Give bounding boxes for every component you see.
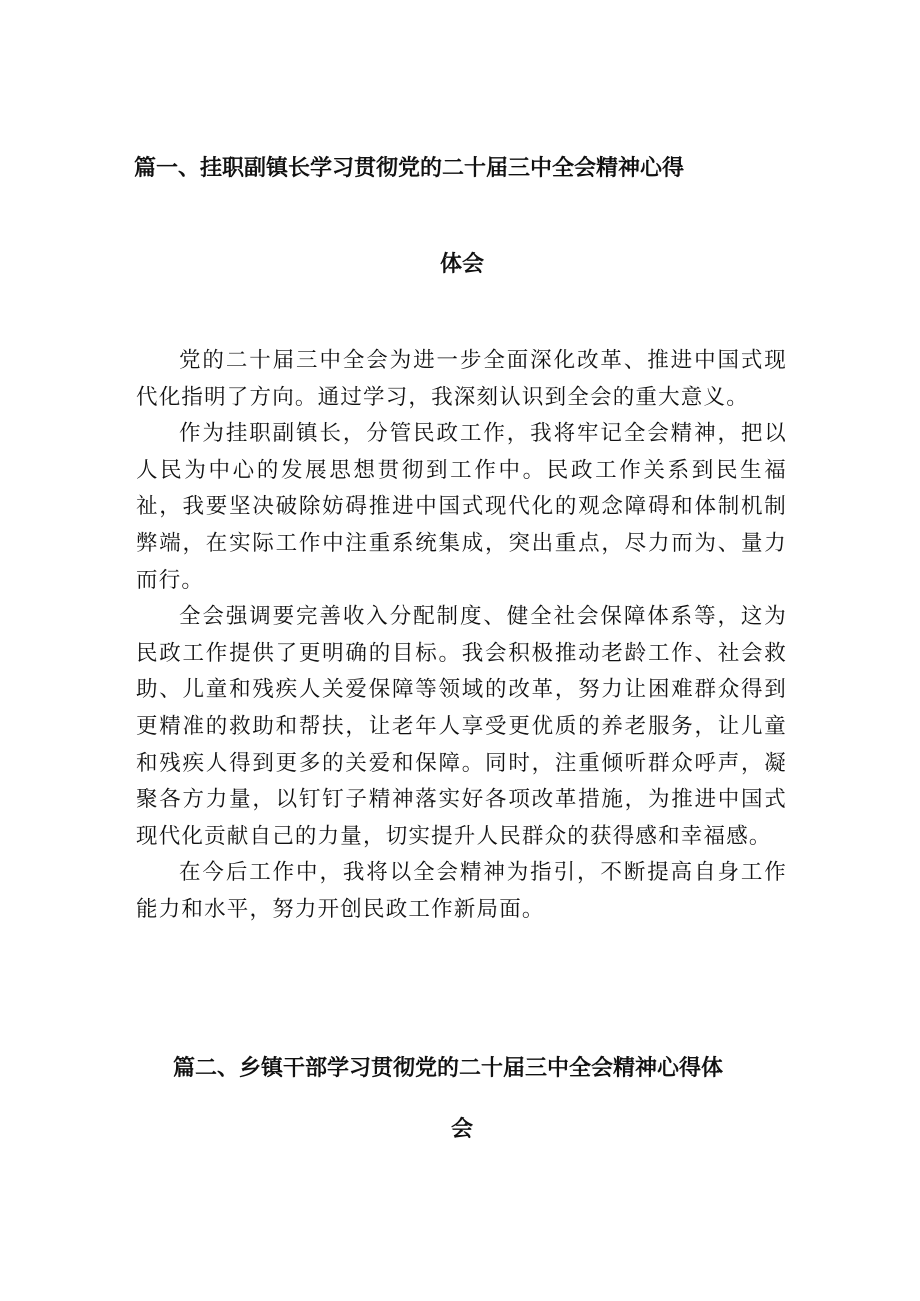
article-1-title-line-2: 体会 (439, 252, 484, 277)
article-1-paragraph-3: 全会强调要完善收入分配制度、健全社会保障体系等，这为民政工作提供了更明确的目标。我会积极推动老龄工作、社会救助、儿童和残疾人关爱保障等领域的改革，努力让困难群众得到更精准的救助和帮扶，让老年人享受更优质的养老服务，让儿童和残疾人得到更多的关爱和保障。同时，注重倾听群众呼声，凝聚各方力量，以钉钉子精神落实好各项改革措施，为推进中国式现代化贡献自己的力量，切实提升人民群众的获得感和幸福感。 (136, 604, 787, 849)
article-1-paragraph-2: 作为挂职副镇长，分管民政工作，我将牢记全会精神，把以人民为中心的发展思想贯彻到工作中。民政工作关系到民生福祉，我要坚决破除妨碍推进中国式现代化的观念障碍和体制机制弊端，在实际工作中注重系统集成，突出重点，尽力而为、量力而行。 (136, 421, 787, 593)
article-1-paragraph-4: 在今后工作中，我将以全会精神为指引，不断提高自身工作能力和水平，努力开创民政工作新局面。 (136, 860, 787, 922)
article-1-title-line-1: 篇一、挂职副镇长学习贯彻党的二十届三中全会精神心得 (134, 156, 685, 181)
article-1-body (136, 343, 787, 929)
article-2-title-line-2: 会 (450, 1117, 473, 1142)
article-2-title-line-1: 篇二、乡镇干部学习贯彻党的二十届三中全会精神心得体 (173, 1056, 724, 1081)
article-1-paragraph-1: 党的二十届三中全会为进一步全面深化改革、推进中国式现代化指明了方向。通过学习，我深刻认识到全会的重大意义。 (136, 348, 787, 410)
